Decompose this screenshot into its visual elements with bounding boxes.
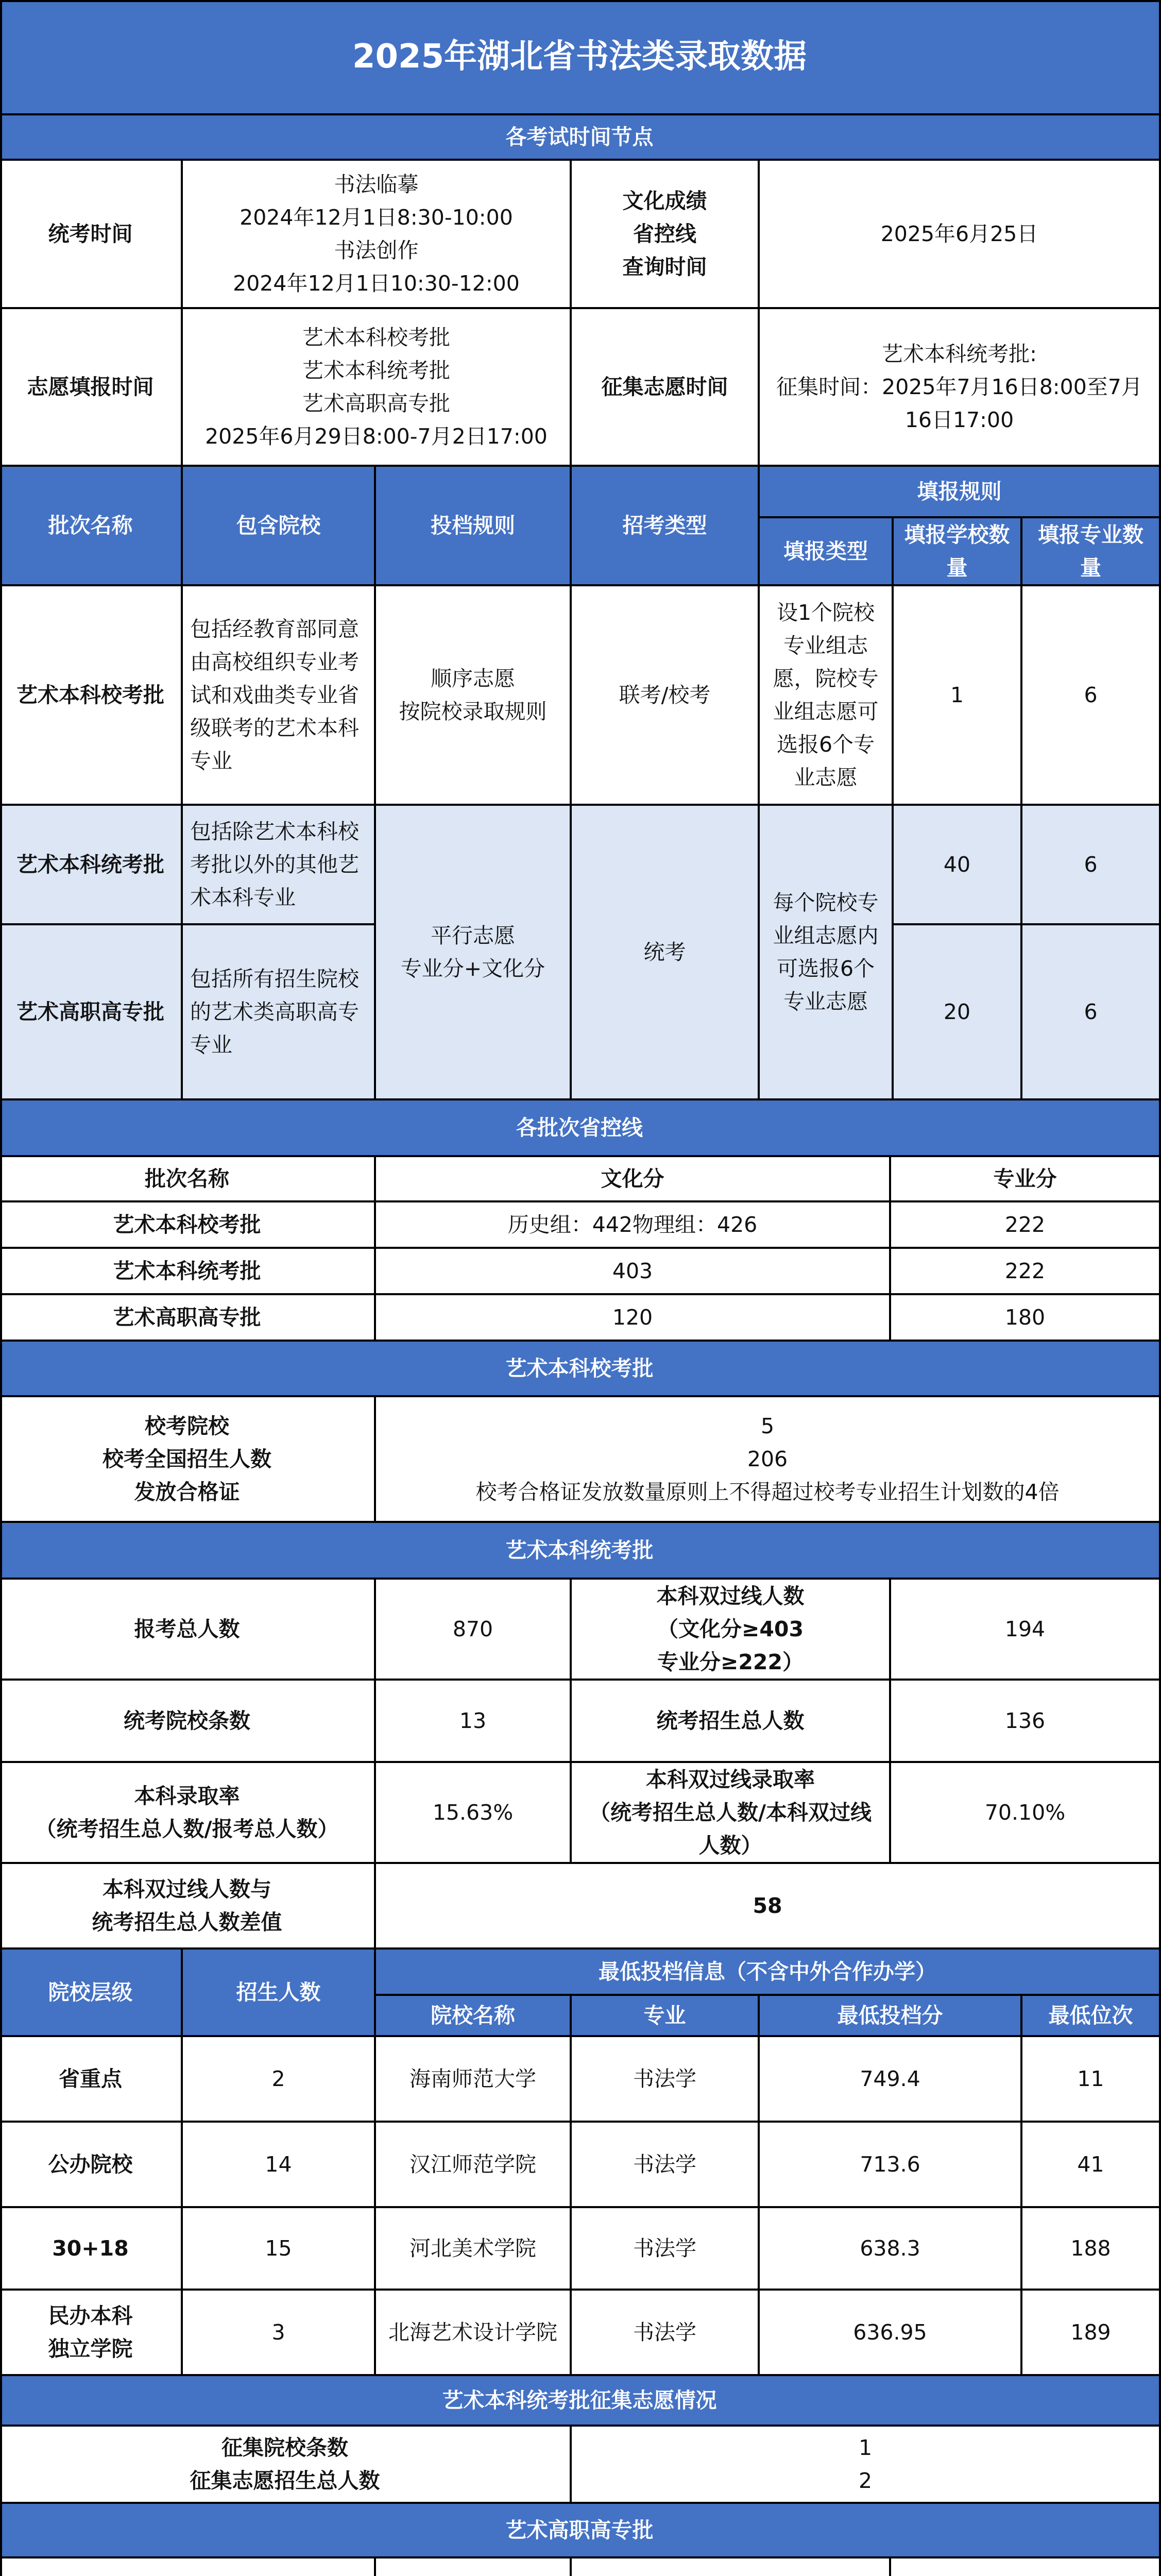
section-header-unified-exam: 艺术本科统考批 xyxy=(0,1523,1161,1580)
control-line-major: 222 xyxy=(891,1249,1161,1295)
included-schools-cell: 包括除艺术本科校考批以外的其他艺术本科专业 xyxy=(183,806,376,925)
included-schools-cell: 包括经教育部同意由高校组织专业考试和戏曲类专业省级联考的艺术本科专业 xyxy=(183,586,376,806)
control-line-batch: 艺术本科校考批 xyxy=(0,1202,376,1249)
vocational-double-pass-value xyxy=(376,2558,572,2576)
application-time-label: 志愿填报时间 xyxy=(0,309,183,467)
major-count-cell: 6 xyxy=(1022,586,1161,806)
major-count-cell: 6 xyxy=(1022,925,1161,1100)
application-time-value: 艺术本科校考批 艺术本科统考批 艺术高职高专批 2025年6月29日8:00-7月2日17:00 xyxy=(183,309,572,467)
included-schools-cell: 包括所有招生院校的艺术类高职高专专业 xyxy=(183,925,376,1100)
header-min-rank: 最低位次 xyxy=(1022,1996,1161,2037)
min-score-cell: 713.6 xyxy=(760,2123,1022,2208)
admission-rule-cell: 顺序志愿 按院校录取规则 xyxy=(376,586,572,806)
min-rank-cell: 11 xyxy=(1022,2037,1161,2123)
enrollment-cell: 2 xyxy=(183,2037,376,2123)
fill-type-cell: 设1个院校专业组志愿，院校专业组志愿可选报6个专业志愿 xyxy=(760,586,894,806)
school-count-cell: 40 xyxy=(894,806,1022,925)
min-rank-cell: 41 xyxy=(1022,2123,1161,2208)
admission-rate-value: 15.63% xyxy=(376,1763,572,1864)
total-enrollment-label: 统考招生总人数 xyxy=(572,1681,891,1763)
major-count-cell: 6 xyxy=(1022,806,1161,925)
header-included-schools: 包含院校 xyxy=(183,467,376,586)
section-header-school-exam: 艺术本科校考批 xyxy=(0,1342,1161,1397)
admission-rate-label: 本科录取率 （统考招生总人数/报考总人数） xyxy=(0,1763,376,1864)
double-pass-label: 本科双过线人数 （文化分≥403 专业分≥222） xyxy=(572,1580,891,1681)
enrollment-cell: 15 xyxy=(183,2208,376,2291)
header-min-score: 最低投档分 xyxy=(760,1996,1022,2037)
enrollment-cell: 14 xyxy=(183,2123,376,2208)
school-level-cell: 公办院校 xyxy=(0,2123,183,2208)
min-score-cell: 638.3 xyxy=(760,2208,1022,2291)
school-count-label: 统考院校条数 xyxy=(0,1681,376,1763)
school-name-cell: 北海艺术设计学院 xyxy=(376,2291,572,2376)
school-name-cell: 海南师范大学 xyxy=(376,2037,572,2123)
culture-score-query-value: 2025年6月25日 xyxy=(760,161,1161,309)
school-exam-labels: 校考院校 校考全国招生人数 发放合格证 xyxy=(0,1397,376,1523)
exam-type-cell: 统考 xyxy=(572,806,760,1100)
section-header-vocational: 艺术高职高专批 xyxy=(0,2504,1161,2558)
culture-score-query-label: 文化成绩 省控线 查询时间 xyxy=(572,161,760,309)
major-cell: 书法学 xyxy=(572,2291,760,2376)
control-line-batch: 艺术本科统考批 xyxy=(0,1249,376,1295)
control-line-culture: 403 xyxy=(376,1249,891,1295)
batch-name-cell: 艺术高职高专批 xyxy=(0,925,183,1100)
min-rank-cell: 189 xyxy=(1022,2291,1161,2376)
batch-name-cell: 艺术本科校考批 xyxy=(0,586,183,806)
school-level-cell: 30+18 xyxy=(0,2208,183,2291)
header-fill-type: 填报类型 xyxy=(760,518,894,586)
exam-time-label: 统考时间 xyxy=(0,161,183,309)
major-cell: 书法学 xyxy=(572,2037,760,2123)
min-rank-cell: 188 xyxy=(1022,2208,1161,2291)
header-fill-rules: 填报规则 xyxy=(760,467,1161,518)
school-level-cell: 省重点 xyxy=(0,2037,183,2123)
supplementary-time-label: 征集志愿时间 xyxy=(572,309,760,467)
section-header-supplementary: 艺术本科统考批征集志愿情况 xyxy=(0,2376,1161,2427)
vocational-double-pass-label xyxy=(0,2558,376,2576)
supplementary-values: 1 2 xyxy=(572,2427,1161,2504)
control-line-major: 222 xyxy=(891,1202,1161,1249)
fill-type-cell: 每个院校专业组志愿内可选报6个专业志愿 xyxy=(760,806,894,1100)
school-count-cell: 20 xyxy=(894,925,1022,1100)
page-title: 2025年湖北省书法类录取数据 xyxy=(0,0,1161,115)
vocational-count-labels xyxy=(572,2558,891,2576)
header-batch-name: 批次名称 xyxy=(0,467,183,586)
section-header-control-lines: 各批次省控线 xyxy=(0,1100,1161,1157)
major-cell: 书法学 xyxy=(572,2123,760,2208)
header-min-score-info: 最低投档信息（不含中外合作办学） xyxy=(376,1950,1161,1996)
total-applicants-value: 870 xyxy=(376,1580,572,1681)
control-line-culture: 120 xyxy=(376,1295,891,1342)
total-applicants-label: 报考总人数 xyxy=(0,1580,376,1681)
header-school-count: 填报学校数量 xyxy=(894,518,1022,586)
admission-rule-cell: 平行志愿 专业分+文化分 xyxy=(376,806,572,1100)
control-line-major: 180 xyxy=(891,1295,1161,1342)
header-major: 专业 xyxy=(572,1996,760,2037)
header-enrollment: 招生人数 xyxy=(183,1950,376,2037)
header-school-name: 院校名称 xyxy=(376,1996,572,2037)
major-cell: 书法学 xyxy=(572,2208,760,2291)
enrollment-cell: 3 xyxy=(183,2291,376,2376)
header-admission-rule: 投档规则 xyxy=(376,467,572,586)
supplementary-time-value: 艺术本科统考批: 征集时间：2025年7月16日8:00至7月16日17:00 xyxy=(760,309,1161,467)
school-level-cell: 民办本科 独立学院 xyxy=(0,2291,183,2376)
control-line-culture: 历史组：442物理组：426 xyxy=(376,1202,891,1249)
min-score-cell: 749.4 xyxy=(760,2037,1022,2123)
double-pass-rate-value: 70.10% xyxy=(891,1763,1161,1864)
school-count-cell: 1 xyxy=(894,586,1022,806)
difference-value: 58 xyxy=(376,1864,1161,1950)
double-pass-rate-label: 本科双过线录取率 （统考招生总人数/本科双过线人数） xyxy=(572,1763,891,1864)
header-school-level: 院校层级 xyxy=(0,1950,183,2037)
header-exam-type: 招考类型 xyxy=(572,467,760,586)
control-line-batch: 艺术高职高专批 xyxy=(0,1295,376,1342)
exam-time-value: 书法临摹 2024年12月1日8:30-10:00 书法创作 2024年12月1日10:30-12:00 xyxy=(183,161,572,309)
header-major-count: 填报专业数量 xyxy=(1022,518,1161,586)
header-culture-score: 文化分 xyxy=(376,1157,891,1202)
school-name-cell: 河北美术学院 xyxy=(376,2208,572,2291)
batch-name-cell: 艺术本科统考批 xyxy=(0,806,183,925)
section-header-time-nodes: 各考试时间节点 xyxy=(0,115,1161,161)
vocational-count-values xyxy=(891,2558,1161,2576)
school-exam-values: 5 206 校考合格证发放数量原则上不得超过校考专业招生计划数的4倍 xyxy=(376,1397,1161,1523)
double-pass-value: 194 xyxy=(891,1580,1161,1681)
min-score-cell: 636.95 xyxy=(760,2291,1022,2376)
supplementary-labels: 征集院校条数 征集志愿招生总人数 xyxy=(0,2427,572,2504)
total-enrollment-value: 136 xyxy=(891,1681,1161,1763)
school-count-value: 13 xyxy=(376,1681,572,1763)
header-batch-name: 批次名称 xyxy=(0,1157,376,1202)
header-major-score: 专业分 xyxy=(891,1157,1161,1202)
exam-type-cell: 联考/校考 xyxy=(572,586,760,806)
difference-label: 本科双过线人数与 统考招生总人数差值 xyxy=(0,1864,376,1950)
school-name-cell: 汉江师范学院 xyxy=(376,2123,572,2208)
